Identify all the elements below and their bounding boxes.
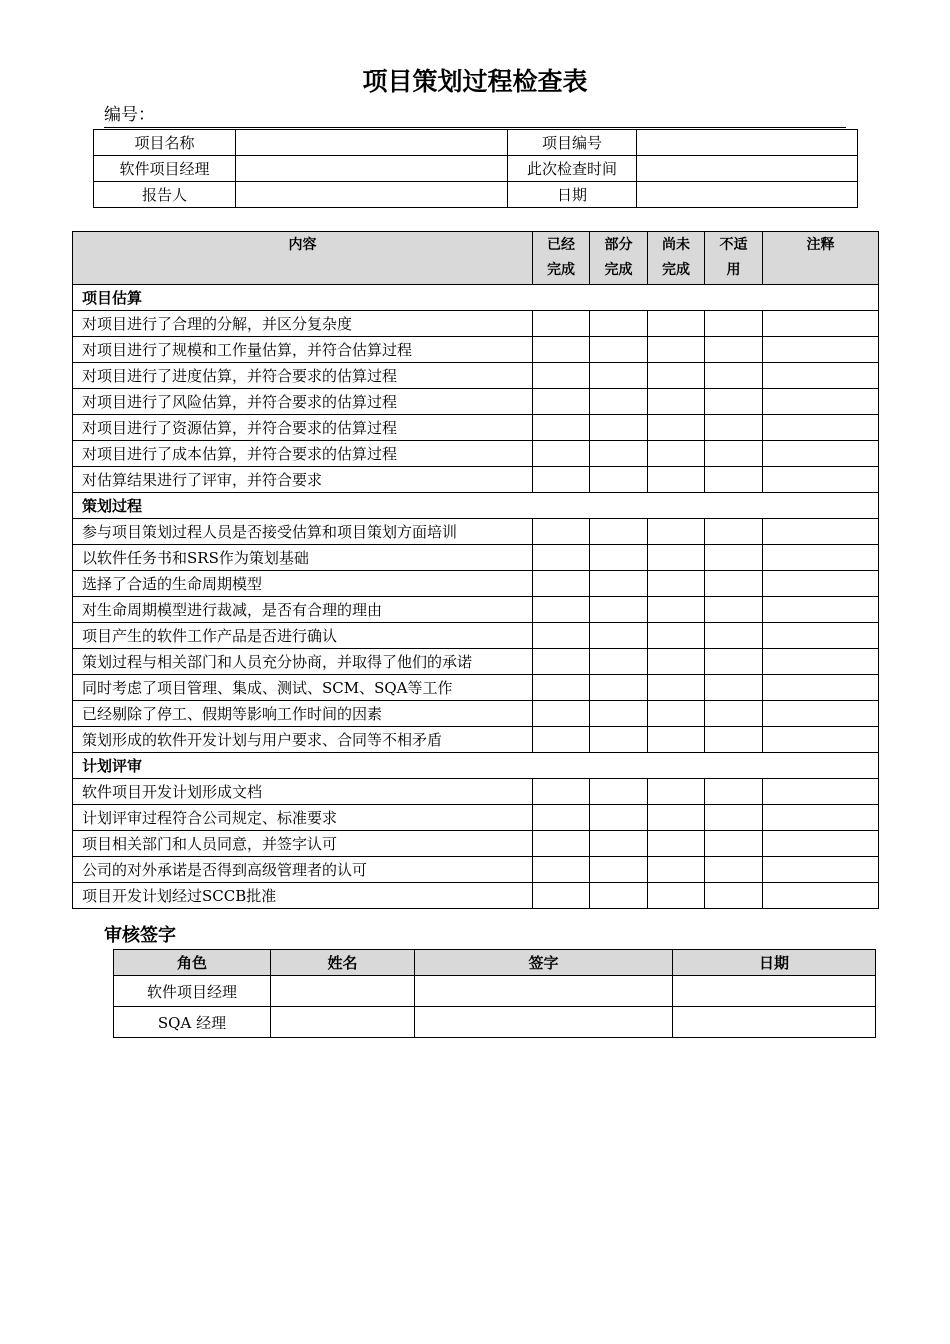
checklist-item-text: 公司的对外承诺是否得到高级管理者的认可	[73, 857, 533, 883]
partial-checkbox-cell[interactable]	[590, 779, 648, 805]
partial-checkbox-cell[interactable]	[590, 597, 648, 623]
not-applicable-checkbox-cell[interactable]	[705, 727, 763, 753]
signoff-name-field[interactable]	[271, 976, 415, 1007]
not-applicable-checkbox-cell[interactable]	[705, 519, 763, 545]
checklist-item-text: 项目相关部门和人员同意，并签字认可	[73, 831, 533, 857]
note-cell[interactable]	[763, 727, 879, 753]
checklist-item-text: 以软件任务书和SRS作为策划基础	[73, 545, 533, 571]
not-done-checkbox-cell[interactable]	[648, 519, 705, 545]
checklist-item-text: 对项目进行了进度估算，并符合要求的估算过程	[73, 363, 533, 389]
checklist-header-row	[73, 232, 879, 285]
info-value-field[interactable]	[637, 156, 858, 182]
info-label: 项目编号	[508, 130, 637, 156]
info-value-field[interactable]	[637, 130, 858, 156]
not-done-checkbox-cell[interactable]	[648, 623, 705, 649]
done-checkbox-cell[interactable]	[533, 597, 590, 623]
checklist-item-row	[73, 883, 879, 909]
not-applicable-checkbox-cell[interactable]	[705, 311, 763, 337]
not-done-checkbox-cell[interactable]	[648, 883, 705, 909]
done-checkbox-cell[interactable]	[533, 675, 590, 701]
checklist-item-row	[73, 597, 879, 623]
checklist-item-row	[73, 337, 879, 363]
checklist-item-row	[73, 311, 879, 337]
checklist-table	[72, 231, 879, 909]
section-heading: 计划评审	[73, 753, 879, 779]
note-cell[interactable]	[763, 649, 879, 675]
done-checkbox-cell[interactable]	[533, 441, 590, 467]
checklist-item-row	[73, 623, 879, 649]
section-heading: 项目估算	[73, 285, 879, 311]
header-partial: 部分 完成	[590, 232, 648, 285]
signoff-table	[113, 949, 876, 1038]
signoff-role: SQA 经理	[114, 1007, 271, 1038]
checklist-item-text: 对估算结果进行了评审，并符合要求	[73, 467, 533, 493]
not-applicable-checkbox-cell[interactable]	[705, 415, 763, 441]
not-applicable-checkbox-cell[interactable]	[705, 779, 763, 805]
checklist-item-text: 对项目进行了风险估算，并符合要求的估算过程	[73, 389, 533, 415]
checklist-item-text: 对项目进行了合理的分解，并区分复杂度	[73, 311, 533, 337]
checklist-item-text: 计划评审过程符合公司规定、标准要求	[73, 805, 533, 831]
partial-checkbox-cell[interactable]	[590, 519, 648, 545]
checklist-item-row	[73, 415, 879, 441]
partial-checkbox-cell[interactable]	[590, 831, 648, 857]
not-done-checkbox-cell[interactable]	[648, 779, 705, 805]
not-done-checkbox-cell[interactable]	[648, 337, 705, 363]
checklist-item-row	[73, 701, 879, 727]
signoff-date-field[interactable]	[673, 1007, 876, 1038]
not-done-checkbox-cell[interactable]	[648, 571, 705, 597]
serial-number-label: 编号：	[104, 105, 155, 125]
not-done-checkbox-cell[interactable]	[648, 857, 705, 883]
signoff-header-signature: 签字	[415, 950, 673, 976]
done-checkbox-cell[interactable]	[533, 727, 590, 753]
info-row	[94, 130, 858, 156]
not-done-checkbox-cell[interactable]	[648, 311, 705, 337]
info-label: 软件项目经理	[94, 156, 236, 182]
checklist-item-row	[73, 857, 879, 883]
signoff-signature-field[interactable]	[415, 1007, 673, 1038]
partial-checkbox-cell[interactable]	[590, 389, 648, 415]
done-checkbox-cell[interactable]	[533, 805, 590, 831]
info-value-field[interactable]	[637, 182, 858, 208]
not-done-checkbox-cell[interactable]	[648, 831, 705, 857]
note-cell[interactable]	[763, 337, 879, 363]
note-cell[interactable]	[763, 675, 879, 701]
checklist-item-text: 对项目进行了规模和工作量估算，并符合估算过程	[73, 337, 533, 363]
header-done: 已经 完成	[533, 232, 590, 285]
not-applicable-checkbox-cell[interactable]	[705, 831, 763, 857]
note-cell[interactable]	[763, 467, 879, 493]
note-cell[interactable]	[763, 311, 879, 337]
partial-checkbox-cell[interactable]	[590, 363, 648, 389]
signoff-name-field[interactable]	[271, 1007, 415, 1038]
checklist-item-text: 策划形成的软件开发计划与用户要求、合同等不相矛盾	[73, 727, 533, 753]
checklist-item-row	[73, 545, 879, 571]
partial-checkbox-cell[interactable]	[590, 701, 648, 727]
checklist-item-text: 项目开发计划经过SCCB批准	[73, 883, 533, 909]
partial-checkbox-cell[interactable]	[590, 623, 648, 649]
done-checkbox-cell[interactable]	[533, 519, 590, 545]
checklist-item-row	[73, 519, 879, 545]
note-cell[interactable]	[763, 779, 879, 805]
note-cell[interactable]	[763, 701, 879, 727]
partial-checkbox-cell[interactable]	[590, 675, 648, 701]
note-cell[interactable]	[763, 805, 879, 831]
not-applicable-checkbox-cell[interactable]	[705, 441, 763, 467]
note-cell[interactable]	[763, 545, 879, 571]
done-checkbox-cell[interactable]	[533, 857, 590, 883]
checklist-item-row	[73, 389, 879, 415]
note-cell[interactable]	[763, 597, 879, 623]
not-done-checkbox-cell[interactable]	[648, 597, 705, 623]
not-done-checkbox-cell[interactable]	[648, 727, 705, 753]
note-cell[interactable]	[763, 519, 879, 545]
serial-number-line	[104, 104, 846, 128]
not-applicable-checkbox-cell[interactable]	[705, 389, 763, 415]
info-value-field[interactable]	[236, 182, 508, 208]
checklist-item-row	[73, 571, 879, 597]
header-not-done: 尚未 完成	[648, 232, 705, 285]
section-row	[73, 285, 879, 311]
not-applicable-checkbox-cell[interactable]	[705, 649, 763, 675]
section-row	[73, 753, 879, 779]
not-done-checkbox-cell[interactable]	[648, 701, 705, 727]
not-applicable-checkbox-cell[interactable]	[705, 363, 763, 389]
not-done-checkbox-cell[interactable]	[648, 649, 705, 675]
checklist-item-row	[73, 675, 879, 701]
signoff-signature-field[interactable]	[415, 976, 673, 1007]
not-applicable-checkbox-cell[interactable]	[705, 883, 763, 909]
checklist-item-row	[73, 779, 879, 805]
not-applicable-checkbox-cell[interactable]	[705, 805, 763, 831]
done-checkbox-cell[interactable]	[533, 467, 590, 493]
partial-checkbox-cell[interactable]	[590, 571, 648, 597]
done-checkbox-cell[interactable]	[533, 545, 590, 571]
section-heading: 策划过程	[73, 493, 879, 519]
checklist-item-text: 已经剔除了停工、假期等影响工作时间的因素	[73, 701, 533, 727]
done-checkbox-cell[interactable]	[533, 831, 590, 857]
done-checkbox-cell[interactable]	[533, 363, 590, 389]
info-value-field[interactable]	[236, 130, 508, 156]
done-checkbox-cell[interactable]	[533, 337, 590, 363]
done-checkbox-cell[interactable]	[533, 779, 590, 805]
signoff-title: 审核签字	[104, 925, 176, 946]
done-checkbox-cell[interactable]	[533, 649, 590, 675]
signoff-header-row	[114, 950, 876, 976]
partial-checkbox-cell[interactable]	[590, 467, 648, 493]
not-applicable-checkbox-cell[interactable]	[705, 337, 763, 363]
partial-checkbox-cell[interactable]	[590, 311, 648, 337]
partial-checkbox-cell[interactable]	[590, 337, 648, 363]
header-note: 注释	[763, 232, 879, 285]
partial-checkbox-cell[interactable]	[590, 441, 648, 467]
not-done-checkbox-cell[interactable]	[648, 363, 705, 389]
signoff-date-field[interactable]	[673, 976, 876, 1007]
note-cell[interactable]	[763, 415, 879, 441]
info-label: 日期	[508, 182, 637, 208]
done-checkbox-cell[interactable]	[533, 701, 590, 727]
not-applicable-checkbox-cell[interactable]	[705, 545, 763, 571]
section-row	[73, 493, 879, 519]
not-applicable-checkbox-cell[interactable]	[705, 623, 763, 649]
info-row	[94, 156, 858, 182]
info-label: 项目名称	[94, 130, 236, 156]
checklist-item-text: 选择了合适的生命周期模型	[73, 571, 533, 597]
header-not-applicable: 不适 用	[705, 232, 763, 285]
not-done-checkbox-cell[interactable]	[648, 467, 705, 493]
checklist-item-row	[73, 831, 879, 857]
not-applicable-checkbox-cell[interactable]	[705, 467, 763, 493]
note-cell[interactable]	[763, 831, 879, 857]
done-checkbox-cell[interactable]	[533, 883, 590, 909]
done-checkbox-cell[interactable]	[533, 571, 590, 597]
note-cell[interactable]	[763, 857, 879, 883]
checklist-item-row	[73, 805, 879, 831]
note-cell[interactable]	[763, 389, 879, 415]
checklist-item-row	[73, 727, 879, 753]
checklist-item-text: 软件项目开发计划形成文档	[73, 779, 533, 805]
checklist-item-row	[73, 649, 879, 675]
checklist-item-row	[73, 363, 879, 389]
note-cell[interactable]	[763, 883, 879, 909]
checklist-item-text: 项目产生的软件工作产品是否进行确认	[73, 623, 533, 649]
done-checkbox-cell[interactable]	[533, 623, 590, 649]
not-done-checkbox-cell[interactable]	[648, 805, 705, 831]
checklist-item-text: 同时考虑了项目管理、集成、测试、SCM、SQA等工作	[73, 675, 533, 701]
info-label: 报告人	[94, 182, 236, 208]
not-done-checkbox-cell[interactable]	[648, 415, 705, 441]
header-content: 内容	[73, 232, 533, 285]
signoff-header-role: 角色	[114, 950, 271, 976]
done-checkbox-cell[interactable]	[533, 311, 590, 337]
done-checkbox-cell[interactable]	[533, 415, 590, 441]
not-done-checkbox-cell[interactable]	[648, 389, 705, 415]
not-done-checkbox-cell[interactable]	[648, 545, 705, 571]
partial-checkbox-cell[interactable]	[590, 649, 648, 675]
done-checkbox-cell[interactable]	[533, 389, 590, 415]
info-value-field[interactable]	[236, 156, 508, 182]
not-done-checkbox-cell[interactable]	[648, 441, 705, 467]
signoff-header-date: 日期	[673, 950, 876, 976]
partial-checkbox-cell[interactable]	[590, 727, 648, 753]
signoff-role: 软件项目经理	[114, 976, 271, 1007]
checklist-item-text: 对项目进行了成本估算，并符合要求的估算过程	[73, 441, 533, 467]
checklist-item-row	[73, 441, 879, 467]
not-applicable-checkbox-cell[interactable]	[705, 597, 763, 623]
partial-checkbox-cell[interactable]	[590, 805, 648, 831]
info-row	[94, 182, 858, 208]
checklist-item-text: 策划过程与相关部门和人员充分协商，并取得了他们的承诺	[73, 649, 533, 675]
partial-checkbox-cell[interactable]	[590, 545, 648, 571]
not-done-checkbox-cell[interactable]	[648, 675, 705, 701]
note-cell[interactable]	[763, 363, 879, 389]
checklist-item-text: 参与项目策划过程人员是否接受估算和项目策划方面培训	[73, 519, 533, 545]
not-applicable-checkbox-cell[interactable]	[705, 701, 763, 727]
info-label: 此次检查时间	[508, 156, 637, 182]
note-cell[interactable]	[763, 441, 879, 467]
partial-checkbox-cell[interactable]	[590, 857, 648, 883]
signoff-header-name: 姓名	[271, 950, 415, 976]
not-applicable-checkbox-cell[interactable]	[705, 857, 763, 883]
checklist-item-row	[73, 467, 879, 493]
note-cell[interactable]	[763, 623, 879, 649]
not-applicable-checkbox-cell[interactable]	[705, 571, 763, 597]
signoff-row	[114, 976, 876, 1007]
partial-checkbox-cell[interactable]	[590, 415, 648, 441]
not-applicable-checkbox-cell[interactable]	[705, 675, 763, 701]
checklist-item-text: 对生命周期模型进行裁减，是否有合理的理由	[73, 597, 533, 623]
document-title: 项目策划过程检查表	[362, 67, 588, 96]
partial-checkbox-cell[interactable]	[590, 883, 648, 909]
checklist-item-text: 对项目进行了资源估算，并符合要求的估算过程	[73, 415, 533, 441]
project-info-table	[93, 129, 858, 208]
note-cell[interactable]	[763, 571, 879, 597]
signoff-row	[114, 1007, 876, 1038]
